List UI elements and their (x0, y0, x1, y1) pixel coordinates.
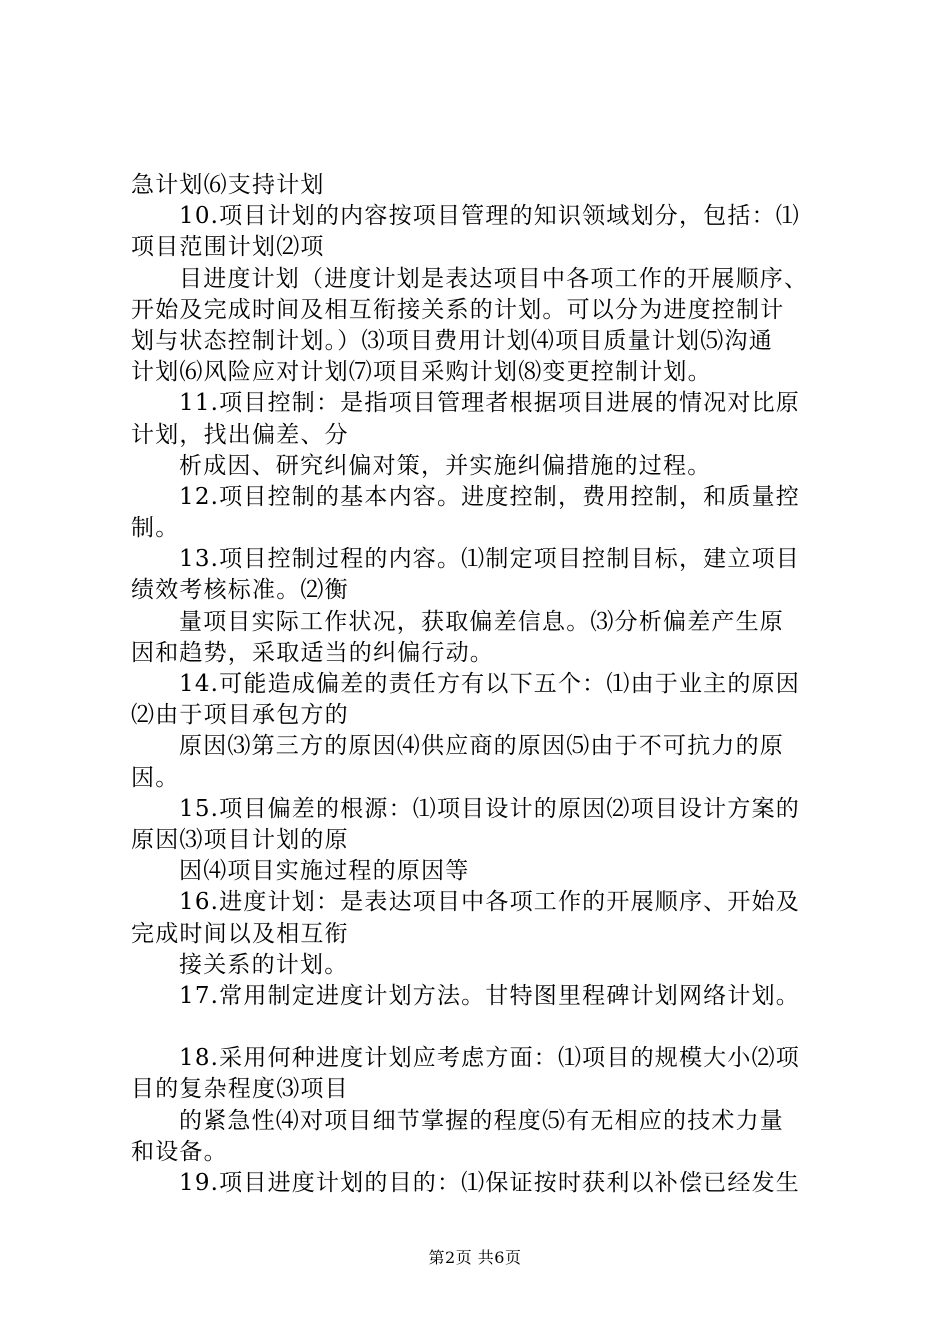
text-line: ⑵由于项目承包方的 (131, 702, 349, 729)
text-line: 完成时间以及相互衔 (131, 920, 349, 947)
text-line: 10.项目计划的内容按项目管理的知识领域划分，包括：⑴ (179, 203, 800, 230)
text-line: 急计划⑹支持计划 (131, 172, 325, 198)
page-footer: 第2页 共6页 (428, 1248, 522, 1267)
text-line: 17.常用制定进度计划方法。甘特图里程碑计划网络计划。 (179, 982, 800, 1009)
text-line: 量项目实际工作状况，获取偏差信息。⑶分析偏差产生原 (179, 608, 784, 635)
text-line: 14.可能造成偏差的责任方有以下五个：⑴由于业主的原因 (179, 671, 800, 697)
text-line: 项目范围计划⑵项 (131, 234, 325, 261)
blank-line (131, 1012, 831, 1043)
text-line: 12.项目控制的基本内容。进度控制，费用控制，和质量控 (179, 483, 800, 510)
text-line: 绩效考核标准。⑵衡 (131, 577, 349, 604)
text-line: 15.项目偏差的根源：⑴项目设计的原因⑵项目设计方案的 (179, 795, 800, 822)
text-line: 16.进度计划：是表达项目中各项工作的开展顺序、开始及 (179, 889, 800, 916)
text-line: 开始及完成时间及相互衔接关系的计划。可以分为进度控制计 (131, 296, 785, 323)
text-line: 原因⑶项目计划的原 (131, 826, 349, 853)
text-line: 原因⑶第三方的原因⑷供应商的原因⑸由于不可抗力的原 (179, 733, 784, 760)
text-line: 制。 (131, 515, 180, 542)
text-line: 接关系的计划。 (179, 951, 349, 978)
text-line: 和设备。 (131, 1138, 228, 1165)
text-line: 划与状态控制计划。）⑶项目费用计划⑷项目质量计划⑸沟通 (131, 327, 773, 354)
text-line: 因和趋势，采取适当的纠偏行动。 (131, 639, 494, 666)
text-line: 因⑷项目实施过程的原因等 (179, 858, 470, 885)
text-line: 计划，找出偏差、分 (131, 421, 349, 448)
text-line: 13.项目控制过程的内容。⑴制定项目控制目标，建立项目 (179, 546, 800, 573)
text-line: 的紧急性⑷对项目细节掌握的程度⑸有无相应的技术力量 (179, 1107, 784, 1134)
text-line: 因。 (131, 764, 180, 791)
text-line: 11.项目控制：是指项目管理者根据项目进展的情况对比原 (179, 390, 800, 417)
text-line: 计划⑹风险应对计划⑺项目采购计划⑻变更控制计划。 (131, 359, 712, 386)
document-body (131, 170, 831, 1199)
text-line: 目进度计划（进度计划是表达项目中各项工作的开展顺序、 (179, 265, 809, 292)
text-line: 18.采用何种进度计划应考虑方面：⑴项目的规模大小⑵项 (179, 1045, 800, 1072)
text-line: 目的复杂程度⑶项目 (131, 1076, 349, 1103)
text-line: 19.项目进度计划的目的：⑴保证按时获利以补偿已经发生 (179, 1170, 800, 1196)
text-line: 析成因、研究纠偏对策，并实施纠偏措施的过程。 (179, 452, 712, 479)
